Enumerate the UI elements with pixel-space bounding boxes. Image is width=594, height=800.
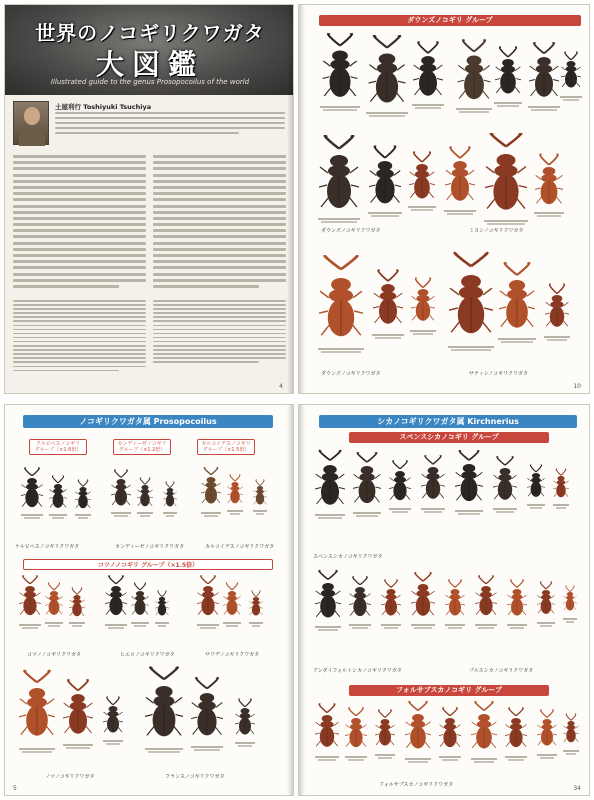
- specimen-caption: [495, 337, 539, 344]
- group-tag-3: カルコイデスノコギリ グループ（×1.5倍）: [197, 439, 255, 455]
- beetle-specimen-image: [21, 467, 43, 511]
- beetle-specimen-image: [439, 705, 461, 753]
- beetle-specimen-image: [381, 577, 401, 621]
- specimen-caption: [66, 621, 88, 628]
- specimen-caption: [16, 623, 44, 630]
- title-banner: [5, 5, 294, 95]
- specimen-caption: [224, 509, 246, 516]
- group-bar-1: スペンスシカノコギリ グループ: [349, 432, 549, 443]
- beetle-specimen-image: [201, 465, 221, 509]
- author-box: [13, 101, 287, 147]
- beetle-specimen-image: [495, 45, 521, 99]
- specimen-caption: [46, 513, 70, 520]
- specimen-caption: [312, 755, 342, 762]
- specimen-caption: [453, 107, 495, 114]
- beetle-specimen-image: [349, 575, 371, 621]
- beetle-specimen-image: [369, 145, 401, 209]
- beetle-specimen-image: [345, 705, 367, 753]
- specimen-caption: [232, 741, 258, 748]
- specimen-caption: [445, 345, 497, 352]
- specimen-caption: [312, 513, 348, 520]
- beetle-specimen-image: [545, 281, 569, 333]
- specimen-caption: [472, 623, 500, 630]
- specimen-caption: [220, 621, 244, 628]
- beetle-specimen-image: [553, 467, 569, 501]
- genus-header: ノコギリクワガタ属 Prosopocoilus: [23, 415, 273, 428]
- beetle-specimen-image: [413, 41, 443, 101]
- specimen-caption: [560, 749, 582, 756]
- beetle-specimen-image: [445, 145, 475, 207]
- beetle-specimen-image: [249, 589, 263, 619]
- specimen-caption: [108, 511, 134, 518]
- specimen-caption: [194, 623, 222, 630]
- genus-header: シカノコギリクワガタ属 Kirchnerius: [319, 415, 577, 428]
- beetle-specimen-image: [75, 479, 91, 511]
- specimen-caption: [407, 329, 439, 336]
- beetle-specimen-image: [499, 261, 535, 335]
- beetle-specimen-image: [103, 695, 123, 737]
- title-line-1: 世界のノコギリクワガタ: [35, 21, 265, 45]
- specimen-caption: [436, 755, 464, 762]
- specimen-caption: [128, 621, 152, 628]
- specimen-caption: [250, 509, 270, 516]
- beetle-specimen-image: [493, 455, 517, 505]
- beetle-specimen-image: [111, 469, 131, 509]
- specimen-caption: [42, 621, 66, 628]
- beetle-specimen-image: [421, 453, 445, 505]
- specimen-caption: [315, 217, 363, 224]
- references-left: [13, 300, 146, 374]
- title-line-2: 大図鑑: [95, 48, 204, 81]
- group-label-5: ヒエロノコギリクワガタ: [120, 652, 175, 658]
- group-label-2: ブルスシカノコギリクワガタ: [469, 668, 534, 674]
- author-bio: [55, 112, 285, 137]
- subtitle: Illustrated guide to the genus Prosopocoilus of the world: [50, 78, 250, 86]
- beetle-specimen-image: [227, 473, 243, 507]
- specimen-caption: [442, 623, 468, 630]
- page-4: [4, 4, 294, 394]
- page-5: [4, 404, 294, 796]
- group-label-7: ノマノコギリクワガタ: [45, 774, 95, 780]
- beetle-specimen-image: [535, 153, 563, 209]
- group-tag-2: カンディーゼノコギリ グループ（×1.2倍）: [113, 439, 171, 455]
- references-right: [153, 300, 286, 366]
- beetle-specimen-image: [319, 135, 359, 215]
- specimen-caption: [525, 105, 563, 112]
- beetle-specimen-image: [321, 33, 359, 103]
- specimen-caption: [346, 623, 374, 630]
- specimen-caption: [490, 507, 520, 514]
- section-header: ダウンズノコギリ グループ: [319, 15, 581, 26]
- beetle-specimen-image: [315, 449, 345, 511]
- specimen-caption: [152, 621, 172, 628]
- group-bar-2: フォルサブスカノコギリ グループ: [349, 685, 549, 696]
- beetle-specimen-image: [563, 711, 579, 747]
- sub-header: コツノノコギリ グループ（×1.5倍）: [23, 559, 273, 570]
- specimen-caption: [402, 757, 434, 764]
- group-label-4: サティシノコギリクワガタ: [469, 371, 529, 377]
- specimen-caption: [481, 219, 531, 226]
- group-label-1: スペンスシカノコギリクワガタ: [313, 554, 383, 560]
- beetle-specimen-image: [49, 475, 67, 511]
- specimen-caption: [534, 753, 560, 760]
- group-label-2: カンディーゼノコギリクワガタ: [115, 544, 185, 550]
- beetle-specimen-image: [137, 477, 153, 509]
- specimen-caption: [550, 503, 572, 510]
- specimen-caption: [60, 743, 96, 750]
- beetle-specimen-image: [455, 449, 483, 507]
- beetle-specimen-image: [197, 573, 219, 621]
- beetle-specimen-image: [563, 583, 577, 615]
- beetle-specimen-image: [527, 463, 545, 501]
- specimen-caption: [452, 509, 486, 516]
- specimen-caption: [100, 739, 126, 746]
- specimen-caption: [102, 623, 130, 630]
- beetle-specimen-image: [375, 707, 395, 751]
- specimen-caption: [541, 335, 573, 342]
- beetle-specimen-image: [529, 41, 559, 103]
- beetle-specimen-image: [163, 481, 177, 509]
- beetle-specimen-image: [457, 39, 491, 105]
- beetle-specimen-image: [445, 577, 465, 621]
- beetle-specimen-image: [19, 573, 41, 621]
- beetle-specimen-image: [319, 255, 363, 345]
- page-number: 4: [279, 383, 283, 390]
- page-10: [298, 4, 590, 394]
- beetle-specimen-image: [191, 675, 223, 743]
- group-label-6: サワデノコギリクワガタ: [205, 652, 260, 658]
- specimen-caption: [369, 333, 407, 340]
- beetle-specimen-image: [253, 479, 267, 507]
- beetle-specimen-image: [353, 451, 381, 509]
- body-text-left: [13, 155, 146, 291]
- beetle-specimen-image: [367, 35, 407, 109]
- specimen-caption: [372, 753, 398, 760]
- beetle-specimen-image: [471, 699, 497, 755]
- specimen-caption: [142, 747, 186, 754]
- specimen-caption: [365, 211, 405, 218]
- beetle-specimen-image: [561, 49, 581, 93]
- beetle-specimen-image: [373, 267, 403, 331]
- beetle-specimen-image: [389, 459, 411, 505]
- specimen-caption: [504, 623, 530, 630]
- beetle-specimen-image: [411, 571, 435, 621]
- specimen-caption: [560, 617, 580, 624]
- specimen-caption: [409, 103, 447, 110]
- specimen-caption: [524, 503, 548, 510]
- specimen-caption: [246, 621, 266, 628]
- beetle-specimen-image: [69, 587, 85, 619]
- body-text-right: [153, 155, 286, 291]
- specimen-caption: [502, 755, 530, 762]
- specimen-caption: [405, 205, 439, 212]
- specimen-caption: [531, 211, 567, 218]
- group-tag-1: クルビペスノコギリ グループ（×1.6倍）: [29, 439, 87, 455]
- beetle-specimen-image: [315, 701, 339, 753]
- group-label-3: アンダイフォルトシカノコギリクワガタ: [313, 668, 402, 674]
- specimen-caption: [342, 755, 370, 762]
- beetle-specimen-image: [485, 133, 527, 217]
- page-number: 34: [573, 785, 581, 792]
- specimen-caption: [418, 507, 448, 514]
- specimen-caption: [312, 625, 344, 632]
- specimen-caption: [557, 95, 585, 102]
- beetle-specimen-image: [145, 665, 183, 745]
- specimen-caption: [378, 623, 404, 630]
- page-34: [298, 404, 590, 796]
- author-name: 土屋利行 Toshiyuki Tsuchiya: [55, 103, 152, 111]
- specimen-caption: [468, 757, 500, 764]
- specimen-caption: [491, 101, 525, 108]
- beetle-specimen-image: [155, 589, 169, 619]
- specimen-caption: [317, 105, 363, 112]
- group-label-1: ケルビペスノコギリクワガタ: [15, 544, 80, 550]
- specimen-caption: [386, 507, 414, 514]
- specimen-caption: [350, 511, 384, 518]
- beetle-specimen-image: [105, 573, 127, 621]
- specimen-caption: [441, 209, 479, 216]
- beetle-specimen-image: [45, 581, 63, 619]
- specimen-caption: [134, 511, 156, 518]
- beetle-specimen-image: [131, 581, 149, 619]
- beetle-specimen-image: [409, 151, 435, 203]
- beetle-specimen-image: [449, 251, 493, 343]
- beetle-specimen-image: [315, 569, 341, 623]
- beetle-specimen-image: [505, 705, 527, 753]
- beetle-specimen-image: [235, 697, 255, 739]
- group-label-3: カルコイデスノコギリクワガタ: [205, 544, 275, 550]
- group-label-1: ダウンズノコギリクワガタ: [321, 228, 381, 234]
- group-label-3: ダウンズノコギリクワガタ: [321, 371, 381, 377]
- specimen-caption: [363, 111, 411, 118]
- beetle-specimen-image: [537, 707, 557, 751]
- specimen-caption: [315, 347, 367, 354]
- beetle-specimen-image: [19, 667, 55, 745]
- page-number: 10: [573, 383, 581, 390]
- beetle-specimen-image: [537, 579, 555, 619]
- beetle-specimen-image: [63, 677, 93, 741]
- group-label-4: コツノノコギリクワガタ: [27, 652, 82, 658]
- group-label-8: フランスノコギリクワガタ: [165, 774, 225, 780]
- specimen-caption: [188, 745, 226, 752]
- author-photo: [13, 101, 49, 145]
- page-number: 5: [13, 785, 17, 792]
- beetle-specimen-image: [507, 577, 527, 621]
- specimen-caption: [16, 747, 58, 754]
- beetle-specimen-image: [405, 699, 431, 755]
- specimen-caption: [18, 513, 46, 520]
- specimen-caption: [160, 511, 180, 518]
- specimen-caption: [72, 513, 94, 520]
- group-label-4: フォルサブスカノコギリクワガタ: [379, 782, 454, 788]
- specimen-caption: [198, 511, 224, 518]
- group-label-2: ミヨシノコギリクワガタ: [469, 228, 524, 234]
- beetle-specimen-image: [475, 573, 497, 621]
- specimen-caption: [534, 621, 558, 628]
- beetle-specimen-image: [411, 275, 435, 327]
- specimen-caption: [408, 623, 438, 630]
- beetle-specimen-image: [223, 581, 241, 619]
